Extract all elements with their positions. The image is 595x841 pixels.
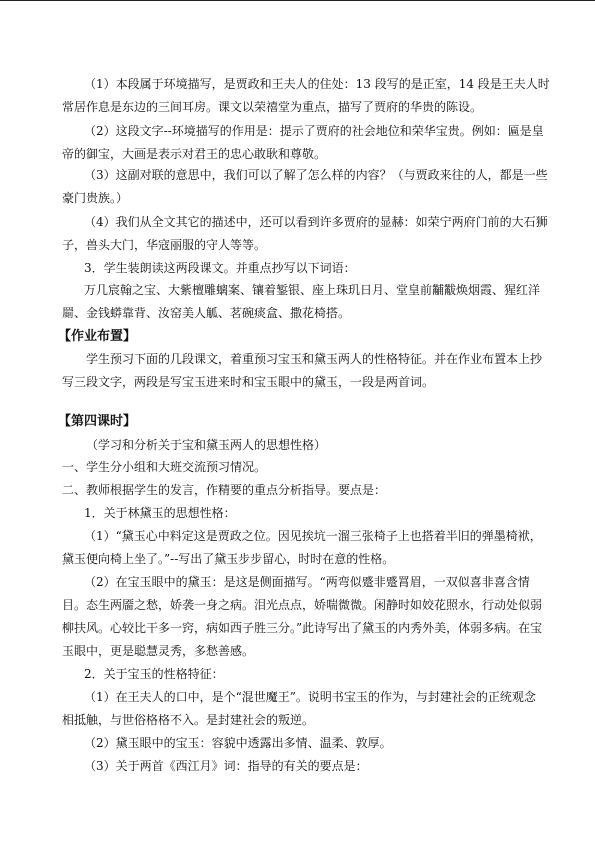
text-line: 玉眼中，更是聪慧灵秀，多愁善感。 xyxy=(62,644,255,658)
text-line: 写三段文字，两段是写宝玉进来时和宝玉眼中的黛玉，一段是两首词。 xyxy=(62,375,435,389)
text-line: 一、学生分小组和大班交流预习情况。 xyxy=(62,460,267,474)
text-line: 2．关于宝玉的性格特征： xyxy=(84,667,224,681)
text-line: 目。态生两靥之愁，娇袭一身之病。泪光点点，娇喘微微。闲静时如姣花照水，行动处似弱 xyxy=(62,598,543,612)
text-line: （1）“黛玉心中料定这是贾政之位。因见挨坑一溜三张椅子上也搭着半旧的弹墨椅袱， xyxy=(84,529,542,543)
text-line: （1）本段属于环境描写，是贾政和王夫人的住处：13 段写的是正室，14 段是王夫人时 xyxy=(84,77,550,91)
text-line: 二、教师根据学生的发言，作精要的重点分析指导。要点是： xyxy=(62,483,387,497)
text-line: （2）这段文字--环境描写的作用是：提示了贾府的社会地位和荣华宝贵。例如：匾是皇 xyxy=(84,124,544,138)
text-line: （2）在宝玉眼中的黛玉：是这是侧面描写。“两弯似蹙非蹙罥眉，一双似喜非喜含情 xyxy=(84,575,530,589)
text-line: （3）这副对联的意思中，我们可以了解了怎么样的内容？（与贾政来往的人，都是一些 xyxy=(84,168,548,182)
section-heading: 【第四课时】 xyxy=(58,414,137,429)
section-heading: 【作业布置】 xyxy=(58,329,137,344)
text-line: 3．学生装朗读这两段课文。并重点抄写以下词语： xyxy=(84,261,356,275)
text-line: 万几宸翰之宝、大紫檀雕螭案、镶着錾银、座上珠玑日月、堂皇前黼黻焕烟霞、猩红洋 xyxy=(84,283,541,297)
text-line: 相抵触，与世俗格格不入。是封建社会的叛逆。 xyxy=(62,713,315,727)
text-line: （1）在王夫人的口中，是个“混世魔王”。说明书宝玉的作为，与封建社会的正统观念 xyxy=(84,690,536,704)
text-line: 豪门贵族。） xyxy=(62,191,129,205)
text-line: 子，兽头大门，华寇丽服的守人等等。 xyxy=(62,238,267,252)
text-line: （4）我们从全文其它的描述中，还可以看到许多贾府的显赫：如荣宁两府门前的大石狮 xyxy=(84,215,548,229)
text-line: 帝的御宝，大画是表示对君王的忠心敢耿和尊敬。 xyxy=(62,147,327,161)
text-line: 罽、金钱蟒靠背、汝窑美人觚、茗碗痰盒、撒花椅搭。 xyxy=(62,306,351,320)
text-line: 常居作息是东边的三间耳房。课文以荣禧堂为重点，描写了贾府的华贵的陈设。 xyxy=(62,100,483,114)
text-line: （3）关于两首《西江月》词：指导的有关的要点是： xyxy=(84,759,368,773)
text-line: （学习和分析关于宝和黛玉两人的思想性格） xyxy=(86,438,327,452)
text-line: 柳扶风。心较比干多一窍，病如西子胜三分。”此诗写出了黛玉的内秀外美，体弱多病。在宝 xyxy=(62,621,543,635)
text-line: 1．关于林黛玉的思想性格： xyxy=(84,506,236,520)
text-line: 学生预习下面的几段课文，着重预习宝玉和黛玉两人的性格特征。并在作业布置本上抄 xyxy=(86,352,543,366)
page-top-rule xyxy=(0,0,595,1)
text-line: （2）黛玉眼中的宝玉：容貌中透露出多情、温柔、敦厚。 xyxy=(84,736,392,750)
text-line: 黛玉便向椅上坐了。”--写出了黛玉步步留心，时时在意的性格。 xyxy=(62,552,395,566)
